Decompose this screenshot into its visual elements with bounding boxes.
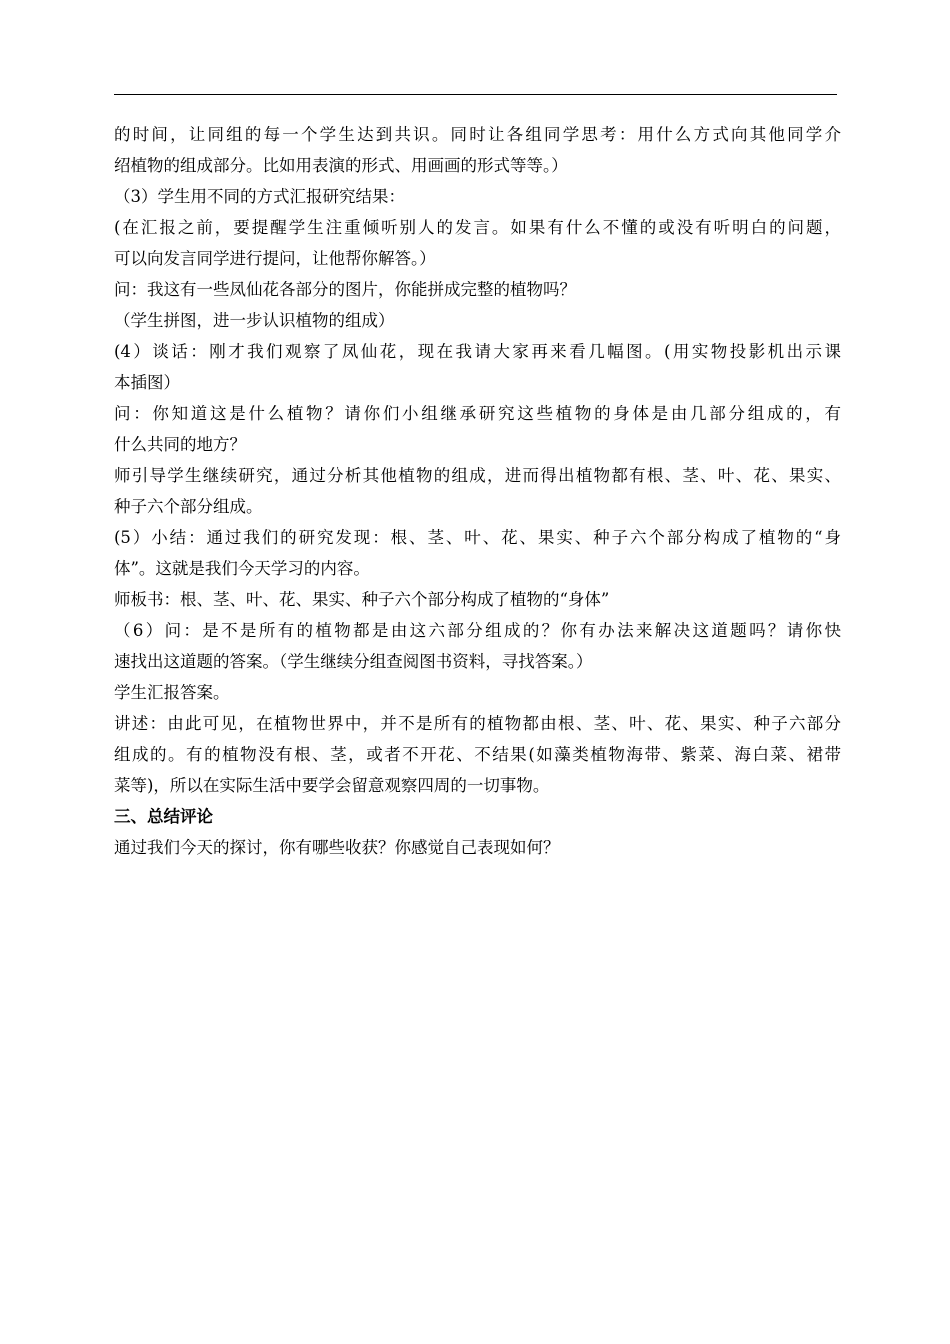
paragraph-line: 绍植物的组成部分。比如用表演的形式、用画画的形式等等。） — [114, 156, 568, 175]
paragraph-line: 速找出这道题的答案。（学生继续分组查阅图书资料，寻找答案。） — [114, 652, 593, 671]
paragraph-line: (5）小结：通过我们的研究发现：根、茎、叶、花、果实、种子六个部分构成了植物的“身 — [114, 528, 841, 547]
paragraph-line: 的时间，让同组的每一个学生达到共识。同时让各组同学思考：用什么方式向其他同学介 — [114, 125, 841, 144]
paragraph-line: 师板书：根、茎、叶、花、果实、种子六个部分构成了植物的“身体” — [114, 590, 610, 609]
paragraph-line: 讲述：由此可见，在植物世界中，并不是所有的植物都由根、茎、叶、花、果实、种子六部分 — [114, 714, 841, 733]
document-body — [114, 119, 841, 863]
paragraph-line: 种子六个部分组成。 — [114, 497, 263, 516]
paragraph-line: 问：我这有一些凤仙花各部分的图片，你能拼成完整的植物吗？ — [114, 280, 576, 299]
paragraph-line: 通过我们今天的探讨，你有哪些收获？你感觉自己表现如何？ — [114, 838, 560, 857]
paragraph-line: 师引导学生继续研究，通过分析其他植物的组成，进而得出植物都有根、茎、叶、花、果实、 — [114, 466, 841, 485]
paragraph-line: 体”。这就是我们今天学习的内容。 — [114, 559, 370, 578]
paragraph-line: (在汇报之前，要提醒学生注重倾听别人的发言。如果有什么不懂的或没有听明白的问题， — [114, 218, 841, 237]
section-heading: 三、总结评论 — [114, 807, 213, 826]
paragraph-line: 菜等)，所以在实际生活中要学会留意观察四周的一切事物。 — [114, 776, 550, 795]
paragraph-line: 可以向发言同学进行提问，让他帮你解答。） — [114, 249, 436, 268]
paragraph-line: （学生拼图，进一步认识植物的组成） — [114, 311, 395, 330]
header-rule — [114, 94, 837, 95]
paragraph-line: 问：你知道这是什么植物？请你们小组继承研究这些植物的身体是由几部分组成的，有 — [114, 404, 841, 423]
paragraph-line: 组成的。有的植物没有根、茎，或者不开花、不结果(如藻类植物海带、紫菜、海白菜、裙带 — [114, 745, 841, 764]
paragraph-line: 本插图） — [114, 373, 180, 392]
paragraph-line: (4）谈话：刚才我们观察了凤仙花，现在我请大家再来看几幅图。(用实物投影机出示课 — [114, 342, 841, 361]
paragraph-line: 什么共同的地方？ — [114, 435, 246, 454]
paragraph-line: （3）学生用不同的方式汇报研究结果： — [114, 187, 405, 206]
paragraph-line: 学生汇报答案。 — [114, 683, 230, 702]
paragraph-line: （6）问：是不是所有的植物都是由这六部分组成的？你有办法来解决这道题吗？请你快 — [114, 621, 841, 640]
